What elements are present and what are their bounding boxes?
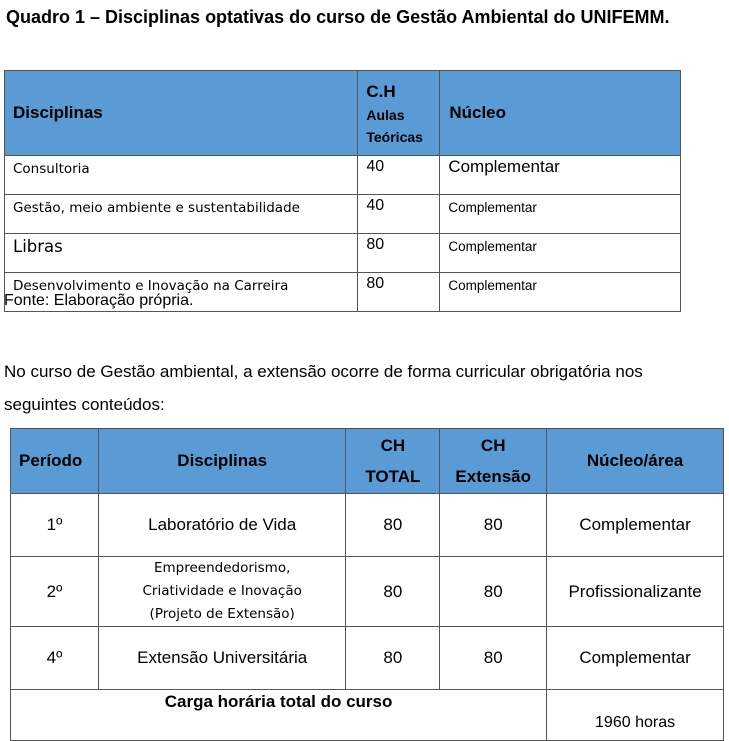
cell-ch-extensao: 80 (440, 627, 547, 690)
cell-ch-total: 80 (346, 494, 440, 557)
document-title: Quadro 1 – Disciplinas optativas do curso de Gestão Ambiental do UNIFEMM. (6, 7, 670, 27)
cell-periodo: 4º (11, 627, 99, 690)
header-nucleo: Núcleo (440, 71, 681, 156)
cell-nucleo: Complementar (440, 156, 681, 195)
cell-nucleo: Profissionalizante (547, 557, 724, 627)
cell-disciplina: Extensão Universitária (98, 627, 346, 690)
cell-periodo: 1º (11, 494, 99, 557)
header-ch-total-line2: TOTAL (365, 467, 421, 486)
header-ch-ext-line2: Extensão (455, 467, 531, 486)
header-ch (358, 71, 440, 156)
cell-disciplina (98, 557, 346, 627)
cell-nucleo: Complementar (547, 627, 724, 690)
extension-disciplines-table (10, 428, 724, 741)
table-source-note: Fonte: Elaboração própria. (4, 292, 194, 309)
cell-disciplina-line1: Empreendedorismo, (153, 560, 291, 576)
cell-disciplina: Consultoria (5, 156, 358, 195)
cell-ch: 40 (358, 195, 440, 234)
header-ch-total-line1: CH (380, 436, 406, 455)
header-ch-sub1: Aulas (366, 106, 405, 123)
cell-ch: 40 (358, 156, 440, 195)
cell-ch: 80 (358, 273, 440, 312)
cell-disciplina-line3: (Projeto de Extensão) (149, 606, 295, 622)
table-row (5, 156, 681, 195)
header-ch-ext-line1: CH (480, 436, 506, 455)
optional-disciplines-table (4, 70, 681, 312)
cell-disciplina: Libras (5, 234, 358, 273)
cell-disciplina: Desenvolvimento e Inovação na Carreira (5, 273, 358, 312)
cell-ch-extensao: 80 (440, 494, 547, 557)
header-disciplinas: Disciplinas (98, 429, 346, 494)
total-value: 1960 horas (547, 690, 724, 741)
header-periodo: Período (11, 429, 99, 494)
body-paragraph: No curso de Gestão ambiental, a extensão ocorre de forma curricular obrigatória nos seguintes conteúdos: (4, 362, 643, 414)
cell-disciplina-line2: Criatividade e Inovação (142, 583, 302, 599)
header-ch-label: C.H (366, 81, 396, 101)
cell-nucleo: Complementar (440, 195, 681, 234)
header-disciplinas: Disciplinas (5, 71, 358, 156)
table-header-row (5, 71, 681, 156)
cell-disciplina: Gestão, meio ambiente e sustentabilidade (5, 195, 358, 234)
table-row (11, 557, 724, 627)
table-row (5, 195, 681, 234)
table-header-row (11, 429, 724, 494)
cell-ch-total: 80 (346, 557, 440, 627)
header-ch-extensao (440, 429, 547, 494)
cell-nucleo: Complementar (440, 273, 681, 312)
cell-periodo: 2º (11, 557, 99, 627)
table-row (5, 234, 681, 273)
cell-nucleo: Complementar (440, 234, 681, 273)
cell-ch: 80 (358, 234, 440, 273)
total-label: Carga horária total do curso (11, 690, 547, 741)
header-ch-total (346, 429, 440, 494)
cell-ch-total: 80 (346, 627, 440, 690)
table-row (11, 627, 724, 690)
cell-nucleo: Complementar (547, 494, 724, 557)
cell-ch-extensao: 80 (440, 557, 547, 627)
cell-disciplina: Laboratório de Vida (98, 494, 346, 557)
total-row (11, 690, 724, 741)
table-row (11, 494, 724, 557)
header-ch-sub2: Teóricas (366, 128, 423, 145)
header-nucleo-area: Núcleo/área (547, 429, 724, 494)
